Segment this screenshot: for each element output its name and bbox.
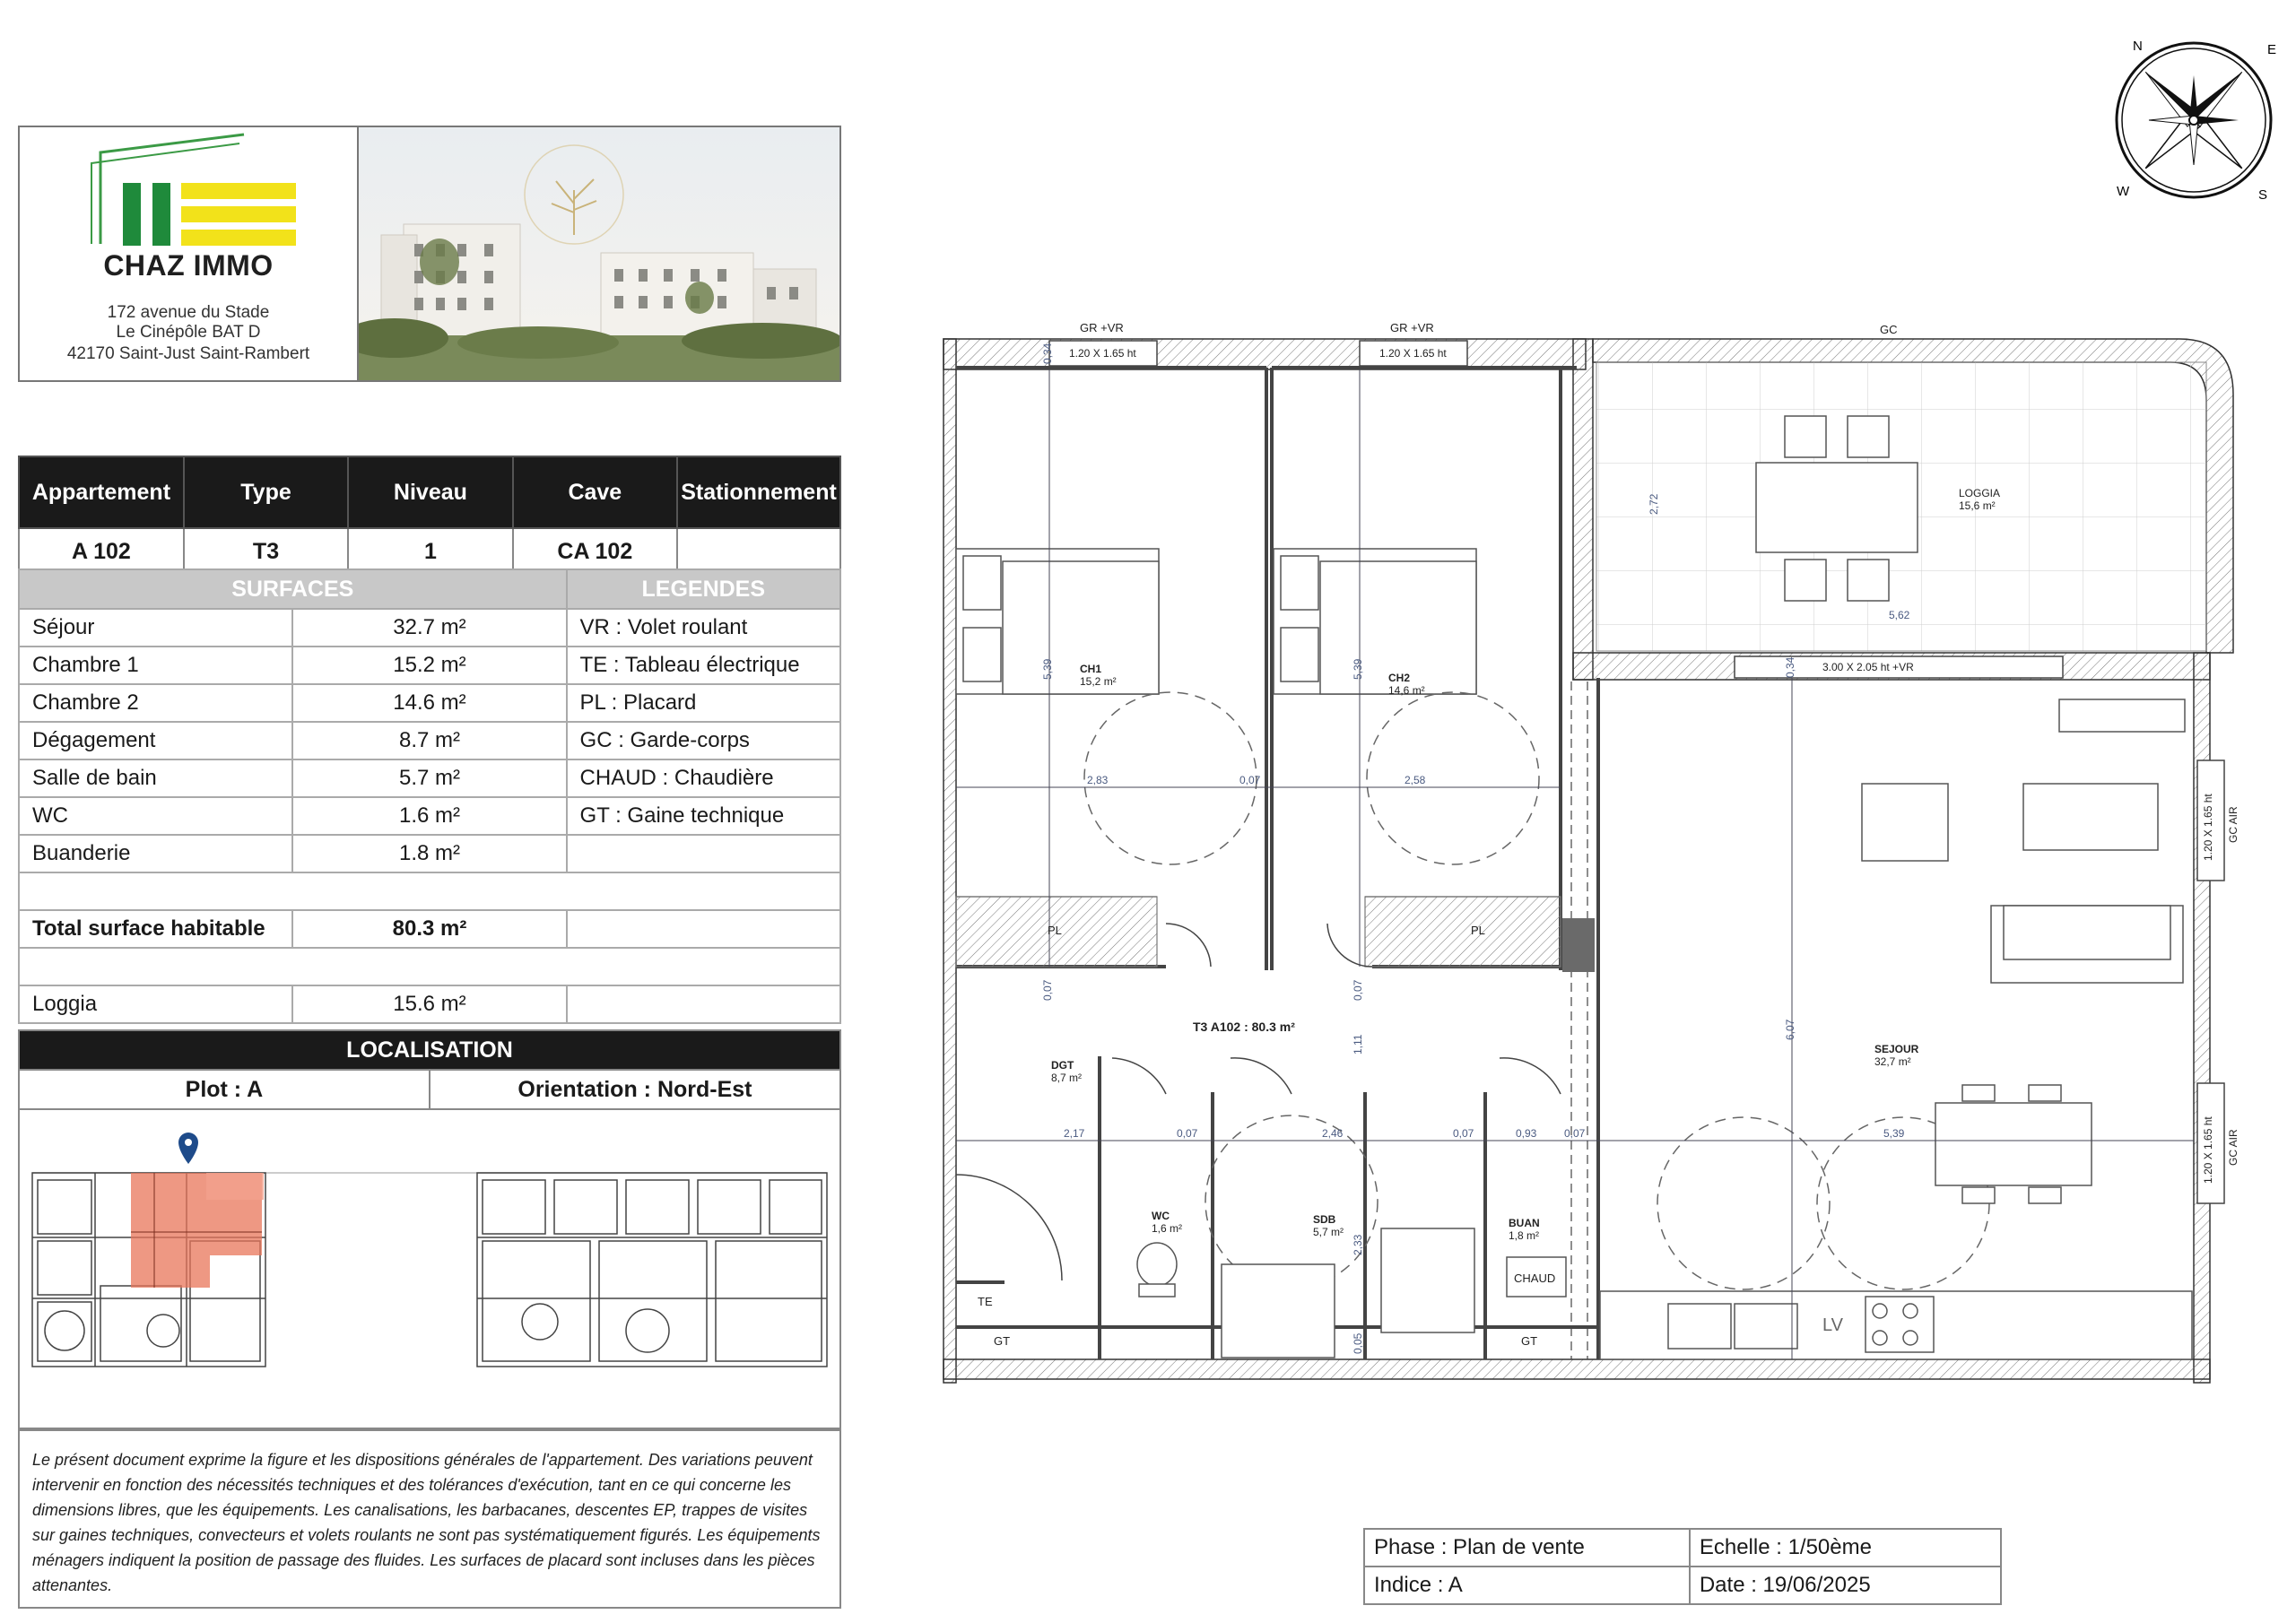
legend-item: GT : Gaine technique — [567, 797, 840, 835]
legend-empty — [567, 985, 840, 1023]
surface-value: 5.7 m² — [292, 759, 566, 797]
dim-label: 0,07 — [1177, 1127, 1198, 1140]
compass-s: S — [2258, 187, 2268, 203]
room-loggia-area: 15,6 m² — [1959, 499, 1996, 512]
room-sdb-label: SDB — [1313, 1213, 1336, 1226]
room-sejour-label: SEJOUR — [1874, 1043, 1919, 1055]
company-card — [18, 126, 841, 382]
dim-label: 0,34 — [1041, 343, 1054, 364]
window-label: GR +VR — [1080, 321, 1124, 334]
dim-label: 0,07 — [1352, 979, 1364, 1001]
legend-empty — [567, 910, 840, 948]
surface-label: WC — [19, 797, 292, 835]
company-logo — [83, 127, 307, 251]
location-pin-icon — [178, 1133, 198, 1164]
room-ch1-area: 15,2 m² — [1080, 675, 1117, 688]
dim-label: 0,34 — [1784, 656, 1796, 678]
dim-label: 0,07 — [1041, 979, 1054, 1001]
header-cave: Cave — [513, 456, 677, 528]
dim-label: 5,39 — [1883, 1127, 1905, 1140]
orientation-cell — [430, 1070, 840, 1109]
building-render-image — [359, 127, 839, 380]
window-label: GC AIR — [2227, 1129, 2239, 1166]
lave-vaisselle-label: LV — [1822, 1315, 1843, 1335]
dim-label: 2,33 — [1352, 1234, 1364, 1255]
compass-n: N — [2133, 39, 2143, 54]
location-map-box — [18, 1107, 841, 1429]
apartment-plan-label: T3 A102 : 80.3 m² — [1193, 1020, 1295, 1034]
value-appartement: A 102 — [19, 528, 184, 575]
dim-label: 0,07 — [1564, 1127, 1586, 1140]
echelle-cell: Echelle : 1/50ème — [1690, 1529, 2001, 1567]
window-size-label: 1.20 X 1.65 ht — [2202, 1116, 2214, 1184]
compass-rose-icon — [2106, 32, 2282, 208]
phase-table — [1363, 1528, 2002, 1605]
surface-value: 14.6 m² — [292, 684, 566, 722]
plot-label: Plot : — [185, 1076, 242, 1102]
room-wc-label: WC — [1152, 1210, 1170, 1222]
surface-label: Dégagement — [19, 722, 292, 759]
plot-value: A — [247, 1076, 264, 1102]
orientation-label: Orientation : — [517, 1076, 651, 1102]
value-type: T3 — [184, 528, 348, 575]
loggia-label: Loggia — [19, 985, 292, 1023]
disclaimer-note: Le présent document exprime la figure et les dispositions générales de l'appartement. Des variations peuvent intervenir en fonction des nécessités techniques et des tolérances d'exécution, tant en ce qui concerne les dimensions libres, que les équipements. Les canalisations, les barbacanes, descentes EP, trappes de visites sur gaines techniques, convecteurs et volets roulants ne sont pas systématiquement figurés. Les équipements ménagers indiquent la position de passage des fluides. Les surfaces de placard sont incluses dans les pièces attenantes. — [18, 1429, 841, 1609]
window-size-label: 1.20 X 1.65 ht — [2202, 794, 2214, 861]
room-dgt-label: DGT — [1051, 1059, 1074, 1072]
header-appartement: Appartement — [19, 456, 184, 528]
surface-label: Séjour — [19, 609, 292, 647]
address-line-3: 42170 Saint-Just Saint-Rambert — [66, 344, 310, 363]
chaudiere-label: CHAUD — [1514, 1271, 1556, 1285]
room-wc-area: 1,6 m² — [1152, 1222, 1183, 1235]
apartment-info-table — [18, 456, 841, 576]
spacer-row — [19, 948, 840, 985]
total-surface-value: 80.3 m² — [292, 910, 566, 948]
dim-label: 5,39 — [1352, 658, 1364, 680]
header-niveau: Niveau — [348, 456, 512, 528]
floor-plan — [924, 314, 2269, 1390]
dim-label: 2,17 — [1064, 1127, 1085, 1140]
dim-label: 2,83 — [1087, 774, 1109, 786]
compass-e: E — [2267, 42, 2277, 57]
surface-value: 15.2 m² — [292, 647, 566, 684]
localisation-header: LOCALISATION — [19, 1030, 840, 1070]
room-ch2-label: CH2 — [1388, 672, 1411, 684]
dim-label: 2,72 — [1648, 493, 1660, 515]
address-line-2: Le Cinépôle BAT D — [116, 323, 261, 342]
compass-w: W — [2117, 184, 2130, 199]
dim-label: 0,05 — [1352, 1332, 1364, 1354]
tableau-electrique-label: TE — [978, 1295, 993, 1308]
room-buan-label: BUAN — [1509, 1217, 1540, 1229]
localisation-table — [18, 1029, 841, 1110]
spacer-row — [19, 872, 840, 910]
surface-label: Salle de bain — [19, 759, 292, 797]
date-cell: Date : 19/06/2025 — [1690, 1567, 2001, 1604]
window-label: GR +VR — [1390, 321, 1434, 334]
surface-label: Buanderie — [19, 835, 292, 872]
surface-value: 8.7 m² — [292, 722, 566, 759]
room-sejour-area: 32,7 m² — [1874, 1055, 1911, 1068]
legend-item: TE : Tableau électrique — [567, 647, 840, 684]
legend-item: PL : Placard — [567, 684, 840, 722]
room-ch1-label: CH1 — [1080, 663, 1102, 675]
header-stationnement: Stationnement — [677, 456, 840, 528]
legend-item: VR : Volet roulant — [567, 609, 840, 647]
legend-item: CHAUD : Chaudière — [567, 759, 840, 797]
header-type: Type — [184, 456, 348, 528]
surfaces-table — [18, 568, 841, 1024]
dim-label: 0,93 — [1516, 1127, 1537, 1140]
value-niveau: 1 — [348, 528, 512, 575]
room-ch2-area: 14,6 m² — [1388, 684, 1425, 697]
surface-value: 1.8 m² — [292, 835, 566, 872]
window-size-label: 1.20 X 1.65 ht — [1379, 347, 1447, 360]
window-label: GC — [1880, 323, 1898, 336]
value-cave: CA 102 — [513, 528, 677, 575]
surface-label: Chambre 1 — [19, 647, 292, 684]
surface-value: 32.7 m² — [292, 609, 566, 647]
window-label: GC AIR — [2227, 806, 2239, 843]
room-loggia-label: LOGGIA — [1959, 487, 2001, 499]
dim-label: 2,46 — [1322, 1127, 1344, 1140]
room-sdb-area: 5,7 m² — [1313, 1226, 1344, 1238]
address-line-1: 172 avenue du Stade — [107, 303, 270, 322]
window-size-label: 3.00 X 2.05 ht +VR — [1822, 661, 1914, 673]
room-buan-area: 1,8 m² — [1509, 1229, 1540, 1242]
dim-label: 0,07 — [1453, 1127, 1474, 1140]
window-size-label: 1.20 X 1.65 ht — [1069, 347, 1136, 360]
dim-label: 6,07 — [1784, 1019, 1796, 1040]
room-dgt-area: 8,7 m² — [1051, 1072, 1083, 1084]
dim-label: 1,11 — [1352, 1034, 1364, 1055]
dim-label: 5,39 — [1041, 658, 1054, 680]
dim-label: 5,62 — [1889, 609, 1910, 621]
placard-label: PL — [1471, 924, 1485, 937]
surfaces-header: SURFACES — [19, 569, 567, 609]
phase-cell: Phase : Plan de vente — [1364, 1529, 1690, 1567]
legend-item: GC : Garde-corps — [567, 722, 840, 759]
orientation-value: Nord-Est — [657, 1076, 752, 1102]
legend-empty — [567, 835, 840, 872]
dim-label: 0,07 — [1239, 774, 1261, 786]
legendes-header: LEGENDES — [567, 569, 840, 609]
gaine-technique-label: GT — [994, 1334, 1011, 1348]
gaine-technique-label: GT — [1521, 1334, 1538, 1348]
loggia-value: 15.6 m² — [292, 985, 566, 1023]
surface-label: Chambre 2 — [19, 684, 292, 722]
placard-label: PL — [1048, 924, 1062, 937]
company-name: CHAZ IMMO — [103, 249, 274, 282]
total-surface-label: Total surface habitable — [19, 910, 292, 948]
site-plan-thumbnail — [20, 1107, 839, 1428]
dim-label: 2,58 — [1405, 774, 1426, 786]
indice-cell: Indice : A — [1364, 1567, 1690, 1604]
surface-value: 1.6 m² — [292, 797, 566, 835]
plot-cell — [19, 1070, 430, 1109]
company-logo-block — [20, 127, 359, 380]
